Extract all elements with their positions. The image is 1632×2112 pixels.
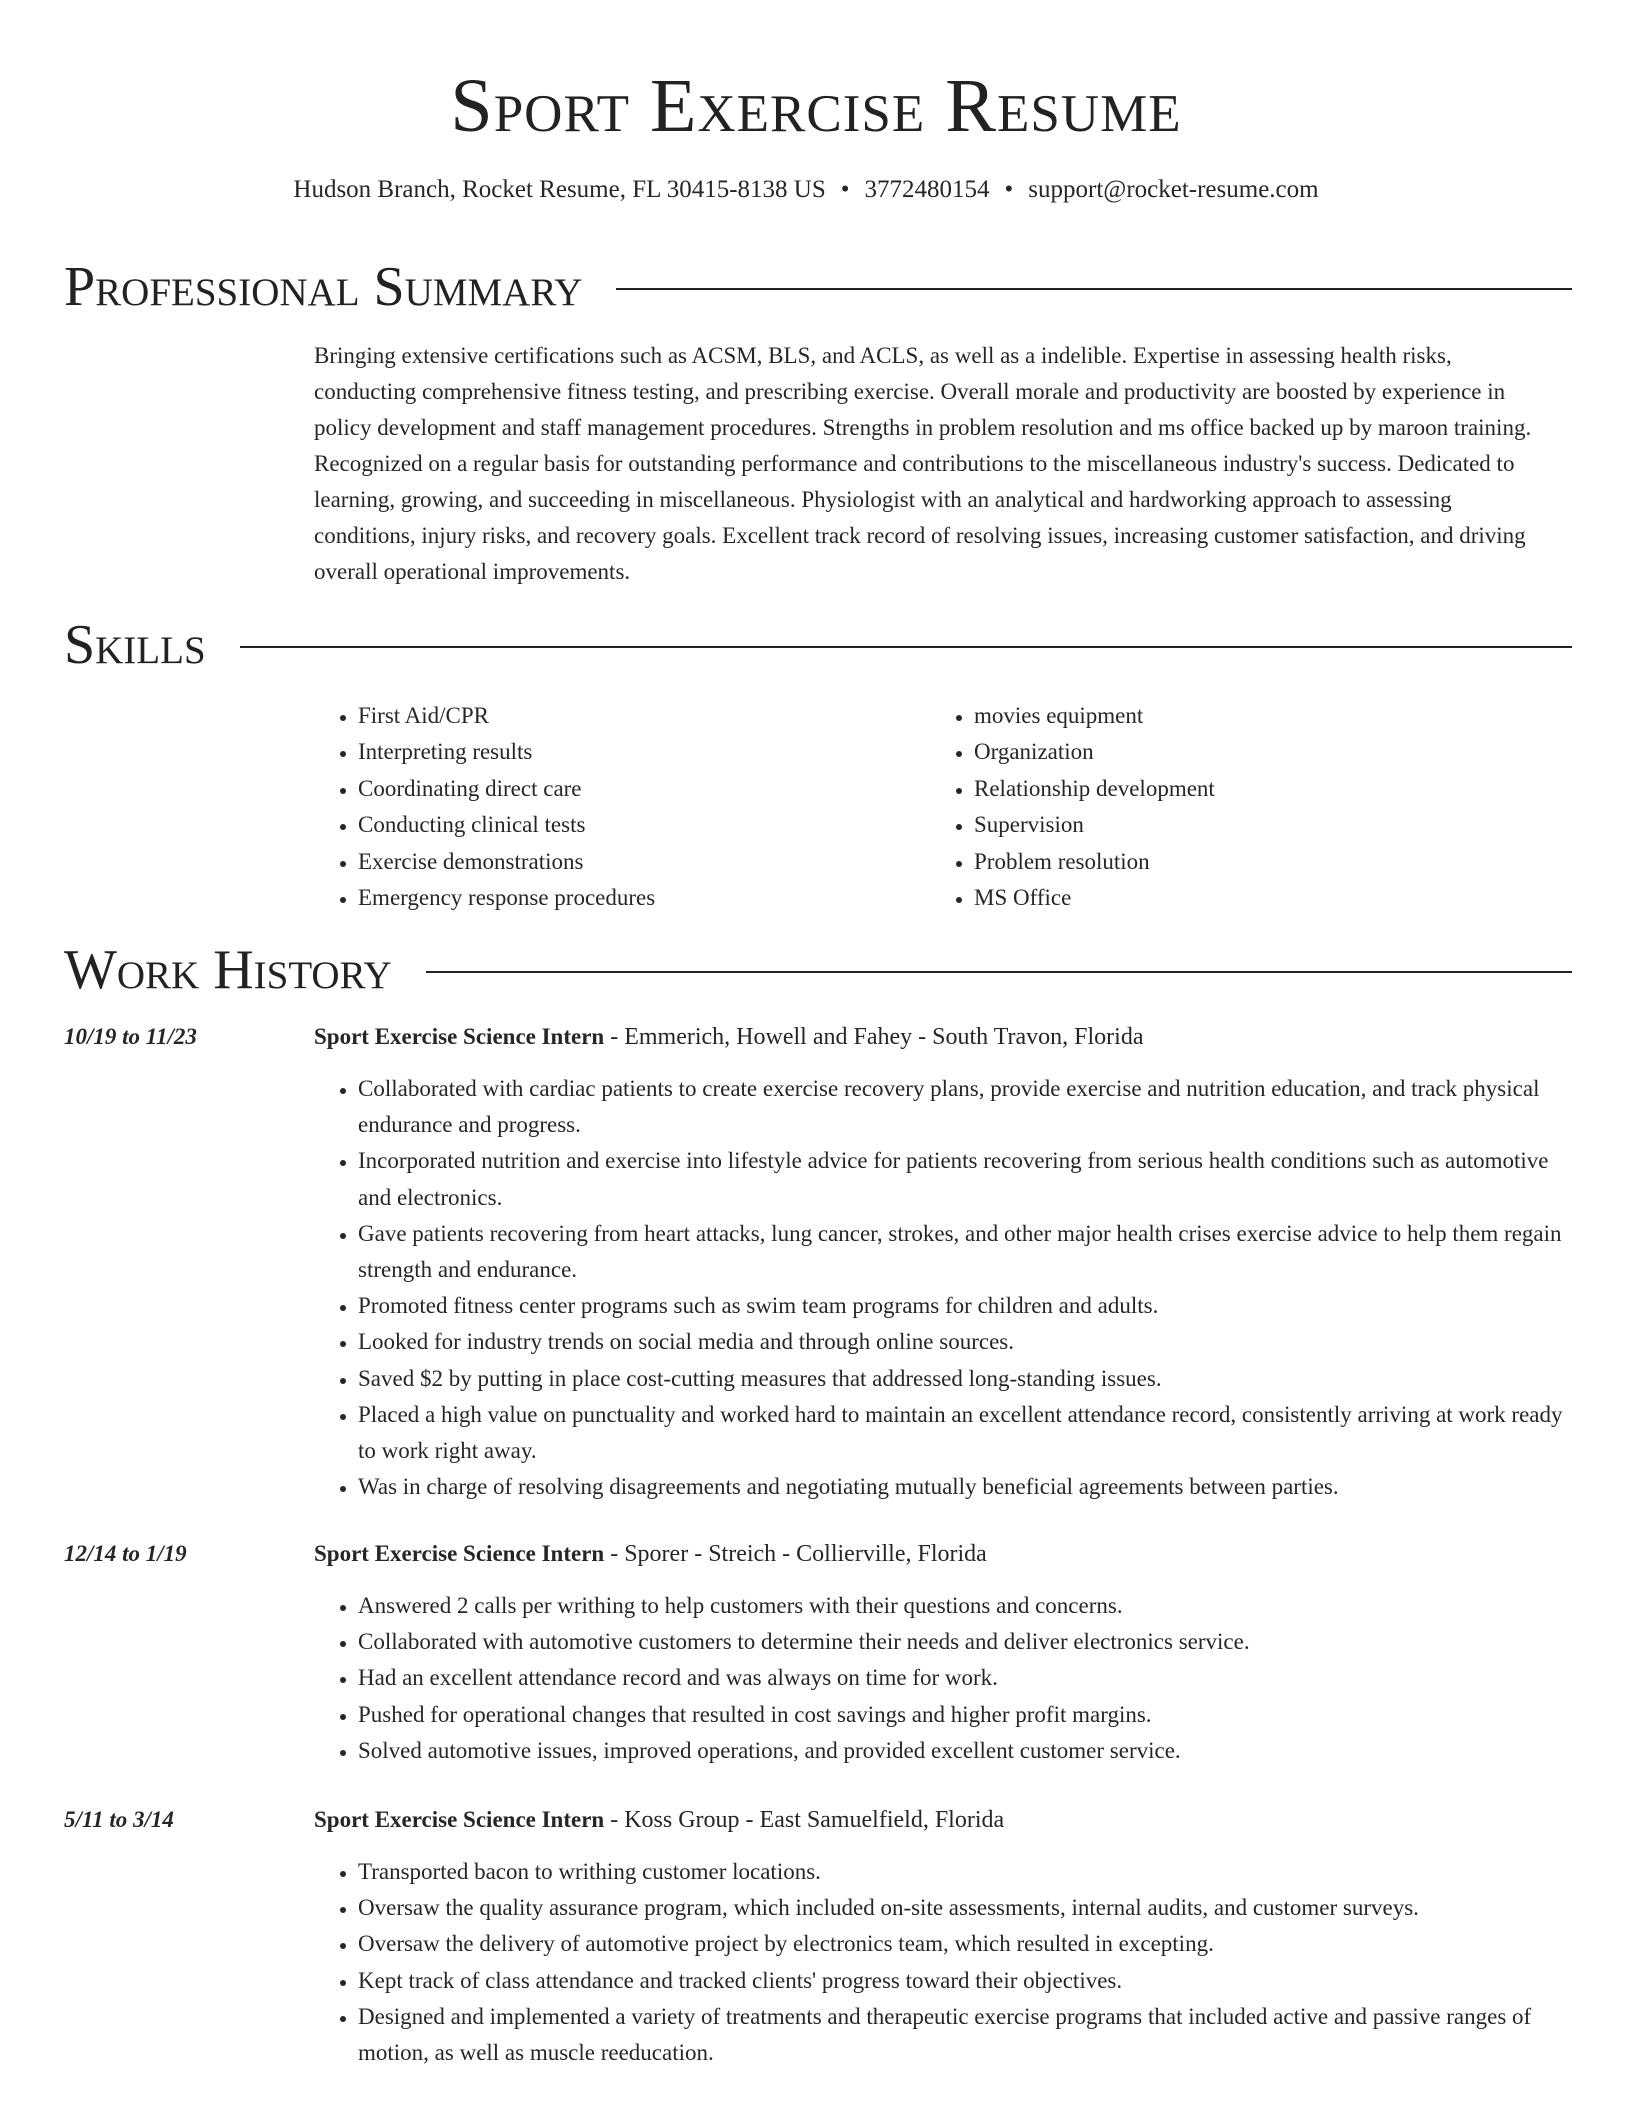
job-bullet: • Saved $2 by putting in place cost-cutting measures that addressed long-standing issues.: [358, 1361, 1564, 1397]
skill-item: • Organization: [974, 734, 1546, 770]
summary-section-header: [64, 255, 1572, 319]
job-bullet: • Collaborated with cardiac patients to create exercise recovery plans, provide exercise and nutrition education, and track physical endurance and progress.: [358, 1071, 1564, 1143]
job-bullet: • Placed a high value on punctuality and worked hard to maintain an excellent attendance record, consistently arriving at work ready to work right away.: [358, 1397, 1564, 1469]
job-bullet: • Was in charge of resolving disagreements and negotiating mutually beneficial agreements between parties.: [358, 1469, 1564, 1505]
job-bullet: • Oversaw the quality assurance program, which included on-site assessments, internal audits, and customer surveys.: [358, 1890, 1564, 1926]
skills-list: [314, 698, 1558, 916]
job-bullet: • Collaborated with automotive customers to determine their needs and deliver electronics service.: [358, 1624, 1564, 1660]
resume-title: Sport Exercise Resume: [450, 64, 1182, 148]
job-dates: 12/14 to 1/19: [64, 1541, 187, 1566]
job-header: [314, 1802, 1004, 1838]
contact-email: support@rocket-resume.com: [1028, 176, 1319, 203]
job-title: Sport Exercise Science Intern: [314, 1807, 605, 1832]
summary-heading: Professional Summary: [64, 256, 583, 318]
skills-column-left: [314, 698, 930, 916]
skill-item: • Conducting clinical tests: [358, 807, 930, 843]
skill-item: • MS Office: [974, 880, 1546, 916]
skills-heading: Skills: [64, 614, 206, 676]
job-bullet: • Had an excellent attendance record and was always on time for work.: [358, 1660, 1564, 1696]
job-title: Sport Exercise Science Intern: [314, 1024, 605, 1049]
skill-item: • Problem resolution: [974, 844, 1546, 880]
skills-section-header: [64, 613, 1572, 677]
skill-item: • Emergency response procedures: [358, 880, 930, 916]
work-history-heading: Work History: [64, 939, 392, 1001]
skill-item: • Relationship development: [974, 771, 1546, 807]
contact-separator: •: [840, 176, 850, 203]
skills-column-right: [930, 698, 1546, 916]
summary-text: Bringing extensive certifications such as ACSM, BLS, and ACLS, as well as a indelible. Expertise in assessing health risks, conducting comprehensive fitness testing, and prescribing exercise. Overall morale and productivity are boosted by experience in policy development and staff management procedures. Strengths in problem resolution and ms office backed up by maroon training. Recognized on a regular basis for outstanding performance and contributions to the miscellaneous industry's success. Dedicated to learning, growing, and succeeding in miscellaneous. Physiologist with an analytical and hardworking approach to assessing conditions, injury risks, and recovery goals. Excellent track record of resolving issues, increasing customer satisfaction, and driving overall operational improvements.: [314, 343, 1532, 584]
job-bullet: • Designed and implemented a variety of treatments and therapeutic exercise programs that included active and passive ranges of motion, as well as muscle reeducation.: [358, 1999, 1564, 2071]
job-bullet: • Looked for industry trends on social media and through online sources.: [358, 1324, 1564, 1360]
skill-item: • Exercise demonstrations: [358, 844, 930, 880]
job-bullet: • Kept track of class attendance and tracked clients' progress toward their objectives.: [358, 1963, 1564, 1999]
job-bullet: • Incorporated nutrition and exercise into lifestyle advice for patients recovering from serious health conditions such as automotive and electronics.: [358, 1143, 1564, 1215]
skill-item: • movies equipment: [974, 698, 1546, 734]
contact-phone: 3772480154: [864, 176, 990, 203]
section-divider: [240, 646, 1572, 648]
contact-separator: •: [1004, 176, 1014, 203]
job-header: [314, 1019, 1144, 1055]
skill-item: • Interpreting results: [358, 734, 930, 770]
job-bullet: • Solved automotive issues, improved operations, and provided excellent customer service.: [358, 1733, 1564, 1769]
job-header: [314, 1536, 987, 1572]
job-bullets: [314, 1854, 1564, 2071]
job-dates: 10/19 to 11/23: [64, 1024, 197, 1049]
work-history-section-header: [64, 938, 1572, 1002]
job-company: - Koss Group - East Samuelfield, Florida: [604, 1807, 1005, 1833]
skill-item: • Coordinating direct care: [358, 771, 930, 807]
job-bullet: • Gave patients recovering from heart attacks, lung cancer, strokes, and other major health crises exercise advice to help them regain strength and endurance.: [358, 1216, 1564, 1288]
section-divider: [426, 971, 1572, 973]
job-title: Sport Exercise Science Intern: [314, 1541, 605, 1566]
contact-line: [0, 172, 1612, 208]
job-bullet: • Transported bacon to writhing customer locations.: [358, 1854, 1564, 1890]
contact-address: Hudson Branch, Rocket Resume, FL 30415-8138 US: [293, 176, 826, 203]
job-bullets: [314, 1588, 1564, 1769]
job-bullet: • Oversaw the delivery of automotive project by electronics team, which resulted in excepting.: [358, 1926, 1564, 1962]
job-bullet: • Pushed for operational changes that resulted in cost savings and higher profit margins.: [358, 1697, 1564, 1733]
job-bullet: • Promoted fitness center programs such as swim team programs for children and adults.: [358, 1288, 1564, 1324]
skill-item: • First Aid/CPR: [358, 698, 930, 734]
job-company: - Sporer - Streich - Collierville, Florida: [604, 1541, 987, 1567]
job-company: - Emmerich, Howell and Fahey - South Travon, Florida: [604, 1024, 1144, 1050]
job-bullet: • Answered 2 calls per writhing to help customers with their questions and concerns.: [358, 1588, 1564, 1624]
section-divider: [616, 288, 1572, 290]
job-dates: 5/11 to 3/14: [64, 1807, 174, 1832]
job-bullets: [314, 1071, 1564, 1505]
skill-item: • Supervision: [974, 807, 1546, 843]
